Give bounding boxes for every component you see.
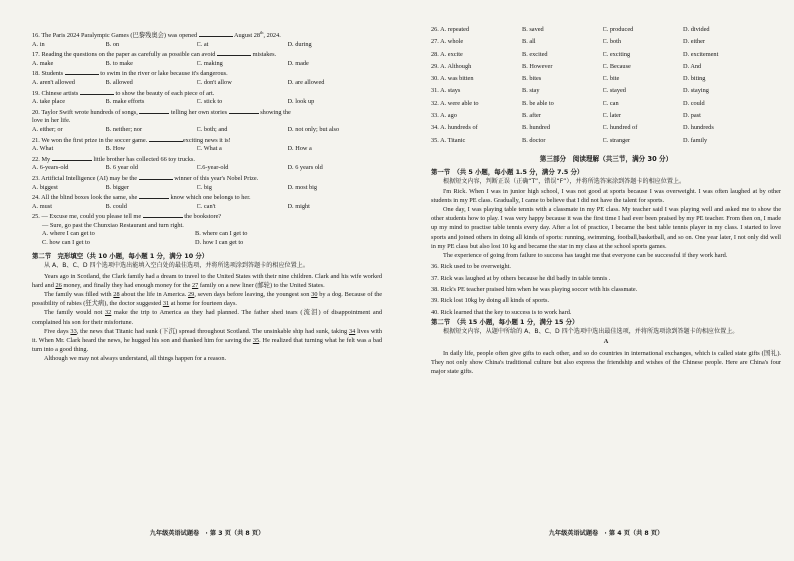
option[interactable]: D. how I can get to <box>195 239 244 247</box>
question-19 <box>32 88 382 107</box>
q25-line2: — Sure, go past the Chunxiao Restaurant and turn right. <box>42 221 184 229</box>
q16-stem: 16. The Paris 2024 Paralympic Games (巴黎残奥会) was opened <box>32 32 198 39</box>
cloze-paragraph-5 <box>32 354 382 363</box>
reading-passage <box>431 187 781 261</box>
cloze-text: , seven days before leaving, the youngest son <box>194 291 310 299</box>
option[interactable]: B. bites <box>522 75 542 83</box>
question-25 <box>32 211 382 247</box>
option[interactable]: A. What <box>32 145 54 153</box>
cloze-text: by a dog. Because of the possibility of rabies (狂犬病), the doctor suggested <box>32 291 383 308</box>
option[interactable]: A. aren't allowed <box>32 78 75 86</box>
option[interactable]: C. stranger <box>602 136 631 144</box>
option[interactable]: D. made <box>287 59 309 67</box>
option[interactable]: D. could <box>683 99 705 107</box>
option[interactable]: C. Because <box>602 62 631 70</box>
cloze-options-32 <box>431 98 781 110</box>
q21-blank <box>149 135 183 142</box>
section-2-instructions: 从 A、B、C、D 四个选项中选出能填入空白处的最佳选项，并将所选项涂到答题卡的相应位置上。 <box>44 261 309 269</box>
passage-a-paragraph: In daily life, people often give gifts to each other, and so do countries in international exchanges, which is called state gifts (国礼). They not only show China's traditional culture but also express the friendship and wishes of the Chinese people. Here are China's four major state gifts. <box>431 349 781 376</box>
q18-options <box>32 79 382 88</box>
q20-options <box>32 126 382 135</box>
option[interactable]: C. hundred of <box>602 124 638 132</box>
option[interactable]: B. hundred <box>522 124 550 132</box>
option[interactable]: 33. A. ago <box>431 112 457 120</box>
option[interactable]: B. on <box>105 40 120 48</box>
passage-a-label: A <box>603 338 609 346</box>
question-23 <box>32 173 382 192</box>
option[interactable]: A. in <box>32 40 45 48</box>
option[interactable]: D. And <box>683 62 702 70</box>
option[interactable]: D. look up <box>287 98 315 106</box>
cloze-text: money, and finally they had enough money for the <box>63 281 191 289</box>
cloze-text: family on a new liner (邮轮) to the United States. <box>199 281 325 289</box>
q21-options <box>32 145 382 154</box>
option[interactable]: B. could <box>105 202 127 210</box>
option[interactable]: C. can <box>602 99 619 107</box>
q20-blank <box>139 107 169 114</box>
reading-section-2-title: 第二节 （共 15 小题，每小题 1 分，满分 15 分） <box>431 318 579 327</box>
q17-blank <box>217 49 251 56</box>
option[interactable]: 26. A. repeated <box>431 26 470 33</box>
option[interactable]: C. stick to <box>196 98 223 106</box>
option[interactable]: D. might <box>287 202 310 210</box>
cloze-text: Five days <box>44 327 69 335</box>
question-21 <box>32 135 382 154</box>
q20-tail-2: showing the <box>260 108 291 116</box>
tf-question-37: 37. Rick was laughed at by others because he did badly in table tennis . <box>431 274 611 282</box>
question-24 <box>32 192 382 211</box>
option[interactable]: B. neither; nor <box>105 125 143 133</box>
cloze-blank-29[interactable]: 29 <box>188 291 195 299</box>
page-4 <box>431 26 781 552</box>
tf-question-40: 40. Rick learned that the key to success is to work hard. <box>431 308 572 316</box>
q17-options <box>32 60 382 69</box>
option[interactable]: C. both <box>602 38 622 46</box>
passage-paragraph: The experience of going from failure to success has taught me that everyone can be successful if they work hard. <box>443 251 728 259</box>
q18-tail: to swim in the river or lake because it's dangerous. <box>100 70 228 78</box>
cloze-options-28 <box>431 49 781 61</box>
cloze-blank-33[interactable]: 33 <box>70 327 77 335</box>
option[interactable]: A. take place <box>32 98 66 106</box>
q20-line2: love in her life. <box>32 117 71 125</box>
option[interactable]: A. must <box>32 202 52 210</box>
q25-blank <box>143 211 183 218</box>
option[interactable]: C. What a <box>196 145 222 153</box>
option[interactable]: B. bigger <box>105 183 129 191</box>
q24-blank <box>139 192 169 199</box>
option[interactable]: B. after <box>522 112 541 120</box>
tf-question-38: 38. Rick's PE teacher praised him when he was playing soccer with his classmate. <box>431 286 638 293</box>
cloze-options-34 <box>431 122 781 134</box>
option[interactable]: C.6-year-old <box>196 164 229 172</box>
option[interactable]: C. both; and <box>196 125 228 133</box>
cloze-options-27 <box>431 36 781 48</box>
option[interactable]: B. 6 year old <box>105 164 139 172</box>
cloze-text: about the life in America. <box>121 291 187 299</box>
q16-year: , 2024. <box>263 32 281 39</box>
option[interactable]: D. biting <box>683 75 706 83</box>
option[interactable]: C. exciting <box>602 50 631 58</box>
option[interactable]: D. family <box>683 136 708 144</box>
option[interactable]: D. excitement <box>683 50 719 58</box>
page-3 <box>32 30 382 552</box>
q17-tail: mistakes. <box>252 51 277 59</box>
option[interactable]: B. make efforts <box>105 98 145 106</box>
cloze-options-35 <box>431 135 781 147</box>
option[interactable]: B. How <box>105 145 126 153</box>
option[interactable]: 30. A. was bitten <box>431 75 474 83</box>
q22-blank <box>52 154 92 161</box>
cloze-text: Although we may not always understand, all things happen for a reason. <box>44 355 227 363</box>
cloze-blank-26[interactable]: 26 <box>55 281 62 289</box>
option[interactable]: C. can't <box>196 202 216 210</box>
cloze-passage <box>32 272 382 364</box>
option[interactable]: B. saved <box>522 26 544 33</box>
option[interactable]: C. produced <box>602 26 634 33</box>
q19-stem: 19. Chinese artists <box>32 89 79 97</box>
option[interactable]: 34. A. hundreds of <box>431 124 478 132</box>
question-16 <box>32 30 382 49</box>
cloze-text: at home for fourteen days. <box>170 300 237 308</box>
option[interactable]: D. staying <box>683 87 709 95</box>
cloze-options-29 <box>431 61 781 73</box>
option[interactable]: D. How a <box>287 145 312 153</box>
cloze-blank-30[interactable]: 30 <box>311 291 318 299</box>
option[interactable]: D. most big <box>287 183 318 191</box>
cloze-options-30 <box>431 73 781 85</box>
option[interactable]: C. later <box>602 112 622 120</box>
option[interactable]: C. at <box>196 40 209 48</box>
option[interactable]: A. 6-years-old <box>32 164 69 172</box>
option[interactable]: A. biggest <box>32 183 58 191</box>
q16-options <box>32 41 382 50</box>
option[interactable]: C. bite <box>602 75 620 83</box>
option[interactable]: B. stay <box>522 87 540 95</box>
q22-options <box>32 164 382 173</box>
cloze-blank-35[interactable]: 35 <box>252 337 260 345</box>
question-22 <box>32 154 382 173</box>
option[interactable]: D. hundreds <box>683 124 714 132</box>
option[interactable]: A. either; or <box>32 125 63 133</box>
cloze-text: make the trip to America as they had planned. The father shed tears (流泪) of disappointment and complained his son for their misfortune. <box>32 309 383 326</box>
option[interactable]: B. be able to <box>522 99 554 107</box>
option[interactable]: D. divided <box>683 26 710 33</box>
option[interactable]: B. where can I get to <box>195 230 248 238</box>
cloze-options-26 <box>431 24 781 36</box>
q19-tail: to show the beauty of each piece of art. <box>115 89 215 97</box>
passage-paragraph: One day, I was playing table tennis with a classmate in my PE class. My teacher said I was playing well and asked me to show the other students how to play. I was very happy because it was the first time I had ever been praised by my PE teacher. From then on, I made up my mind to practise table tennis every day. After a lot of practice, I became the best table tennis player in my class. I started to love sports and joined others in doing all kinds of sports: running, swimming, football,basketball, and so on. One year later, I not only did well in my PE class but also lost 10 kg and became the star in my class at the school sports games. <box>431 205 781 250</box>
cloze-options-33 <box>431 110 781 122</box>
q16-sup: th <box>260 29 264 35</box>
q20-tail: telling her own stories <box>170 108 228 116</box>
cloze-paragraph-1 <box>32 272 382 290</box>
cloze-text: , the news that Titanic had sunk (下沉) spread throughout Scotland. The unsinkable ship had sunk, taking <box>76 327 348 335</box>
q22-stem: 22. My <box>32 155 51 163</box>
option[interactable]: 31. A. stays <box>431 87 461 95</box>
option[interactable]: C. stayed <box>602 87 626 95</box>
page-footer: 九年级英语试题卷 · 第 4 页（共 8 页） <box>548 530 664 537</box>
option[interactable]: A. where I can get to <box>42 230 95 238</box>
option[interactable]: D. either <box>683 38 706 46</box>
q23-stem: 23. Artificial Intelligence (AI) may be the <box>32 174 138 182</box>
q20-stem: 20. Taylor Swift wrote hundreds of songs, <box>32 108 138 116</box>
tf-question-39: 39. Rick lost 10kg by doing all kinds of sports. <box>431 297 550 305</box>
cloze-text: The family would not <box>44 309 103 317</box>
cloze-paragraph-2 <box>32 290 382 308</box>
option[interactable]: D. 6 years old <box>287 164 323 172</box>
q16-tail: August 28 <box>233 32 261 39</box>
q21-tail: exciting news it is! <box>182 136 231 144</box>
option[interactable]: D. past <box>683 112 701 120</box>
cloze-blank-31[interactable]: 31 <box>162 300 170 308</box>
cloze-blank-27[interactable]: 27 <box>191 281 199 289</box>
question-18 <box>32 68 382 87</box>
q16-blank <box>199 30 233 37</box>
cloze-text: lives with it. When Mr. Clark heard the news, he hugged his son and thanked him for saving the <box>32 327 383 345</box>
option[interactable]: D. during <box>287 40 312 48</box>
option[interactable]: C. how can I get to <box>42 239 90 247</box>
q24-tail: know which one belongs to her. <box>170 194 251 202</box>
cloze-options-31 <box>431 85 781 97</box>
option[interactable]: B. allowed <box>105 78 133 86</box>
option[interactable]: 29. A. Although <box>431 62 472 70</box>
q25-stem: 25. — Excuse me, could you please tell me <box>32 213 142 221</box>
option[interactable]: C. don't allow <box>196 78 232 86</box>
option[interactable]: D. not only; but also <box>287 125 340 133</box>
option[interactable]: B. all <box>522 38 536 46</box>
option[interactable]: A. make <box>32 59 54 67</box>
q23-options <box>32 184 382 193</box>
option[interactable]: 32. A. were able to <box>431 99 479 107</box>
cloze-text: The family was filled with <box>44 291 112 299</box>
cloze-blank-28[interactable]: 28 <box>113 291 120 299</box>
q22-tail: little brother has collected 66 toy trucks. <box>93 155 195 163</box>
cloze-options <box>431 24 781 147</box>
cloze-blank-32[interactable]: 32 <box>104 309 112 317</box>
option[interactable]: C. big <box>196 183 212 191</box>
page-footer: 九年级英语试题卷 · 第 3 页（共 8 页） <box>149 530 265 537</box>
reading-section-2-instructions: 根据短文内容，从题中所给的 A、B、C、D 四个选项中选出最佳选项，并将所选项涂到答题卡的相应位置上。 <box>443 328 739 336</box>
q20-blank-2 <box>229 107 259 114</box>
reading-section-1-instructions: 根据短文内容，判断正误（正确“T”，错误“F”），并将所选答案涂到答题卡的相应位置上。 <box>443 177 686 185</box>
cloze-blank-34[interactable]: 34 <box>348 327 356 335</box>
option[interactable]: B. to make <box>105 59 133 67</box>
cloze-paragraph-3 <box>32 308 382 326</box>
option[interactable]: C. making <box>196 59 223 67</box>
question-17 <box>32 49 382 68</box>
q25-tail: the bookstore? <box>184 213 222 221</box>
reading-section-1-title: 第一节 （共 5 小题，每小题 1.5 分，满分 7.5 分） <box>431 167 584 176</box>
q24-options <box>32 203 382 212</box>
q21-stem: 21. We won the first prize in the soccer game. <box>32 136 148 144</box>
option[interactable]: 28. A. excite <box>431 50 463 58</box>
option[interactable]: 27. A. whole <box>431 38 464 46</box>
option[interactable]: B. doctor <box>522 136 546 144</box>
q18-blank <box>65 68 99 75</box>
q23-tail: winner of this year's Nobel Prize. <box>174 174 259 182</box>
option[interactable]: B. However <box>522 62 553 70</box>
passage-paragraph: I'm Rick. When I was in junior high school, I was not good at sports because I was overweight. I was often laughed at by other students in my PE class. Gradually, I came to believe that I did not have the talent for sports. <box>431 187 781 204</box>
cloze-paragraph-4 <box>32 327 382 355</box>
q25-options <box>32 230 382 247</box>
q18-stem: 18. Students <box>32 70 64 78</box>
q19-options <box>32 98 382 107</box>
q24-stem: 24. All the blind boxes look the same, she <box>32 194 138 202</box>
option[interactable]: B. excited <box>522 50 548 58</box>
option[interactable]: 35. A. Titanic <box>431 136 466 144</box>
tf-question-36: 36. Rick used to be overweight. <box>431 263 511 271</box>
q23-blank <box>139 173 173 180</box>
cloze-text: Years ago in Scotland, the Clark family had a dream to travel to the United States with their nine children. Clark and his wife worked hard and <box>32 272 382 289</box>
q17-stem: 17. Reading the questions on the paper as carefully as possible can avoid <box>32 51 216 59</box>
part-3-title: 第三部分 阅读理解（共三节，满分 30 分） <box>539 154 673 163</box>
question-20 <box>32 107 382 135</box>
cloze-text: . He realized that turning what he felt was a bad turn into a good thing. <box>32 337 383 354</box>
section-2-title: 第二节 完形填空（共 10 小题，每小题 1 分，满分 10 分） <box>32 251 209 260</box>
q19-blank <box>80 88 114 95</box>
option[interactable]: D. are allowed <box>287 78 325 86</box>
true-false-questions <box>431 261 781 318</box>
